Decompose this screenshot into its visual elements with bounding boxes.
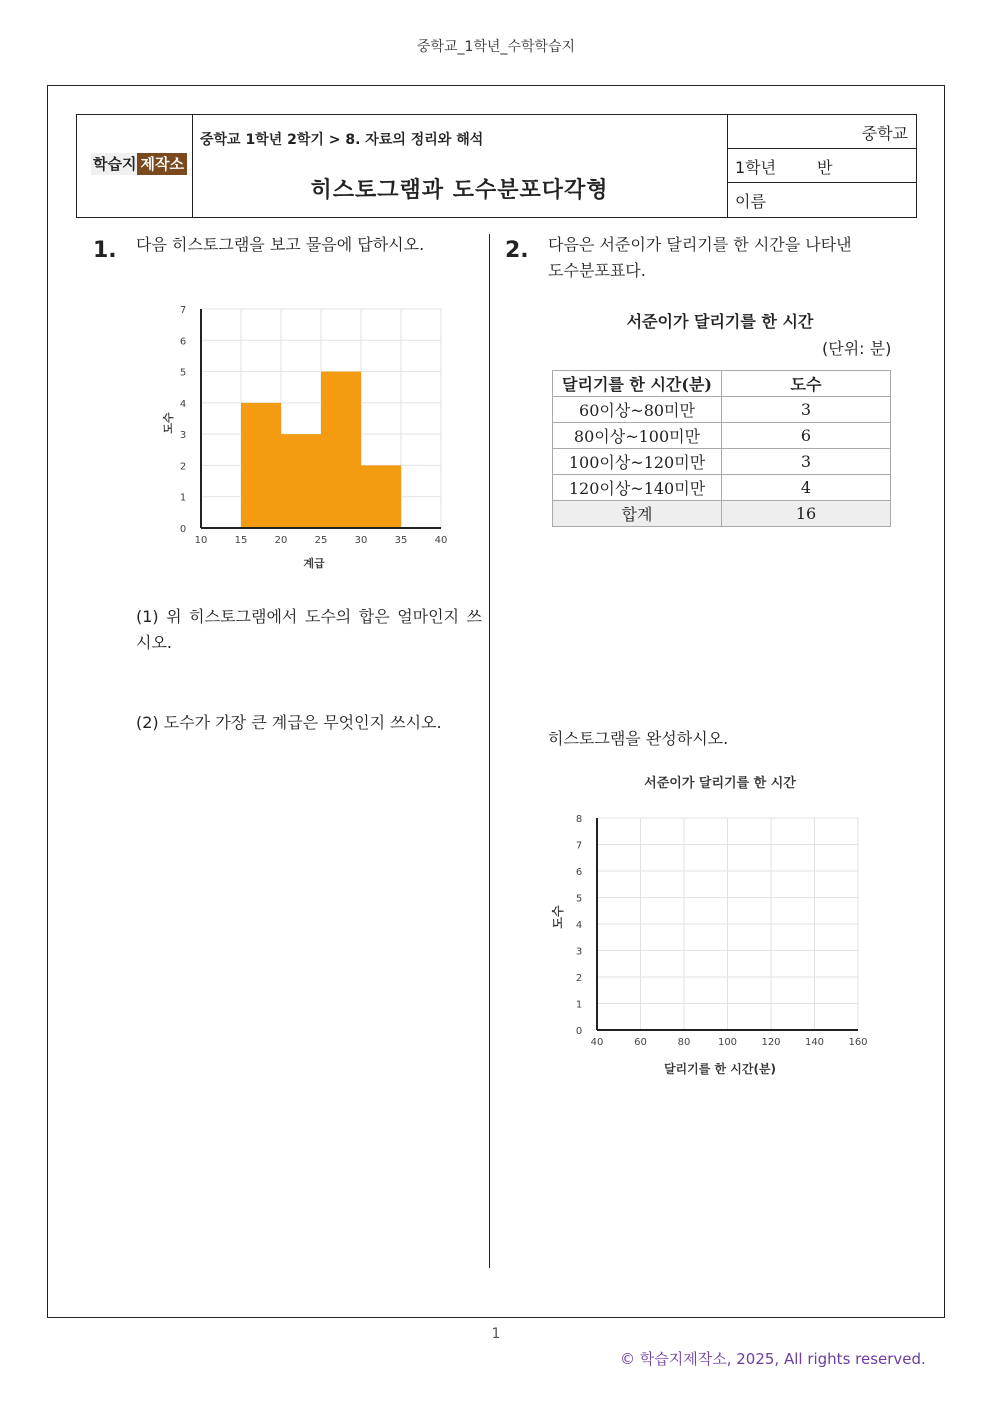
histogram-2: [540, 765, 885, 1085]
y-tick-label: 6: [575, 867, 583, 878]
y-tick-label: 4: [179, 398, 187, 410]
table-header-time: 달리기를 한 시간(분): [553, 371, 722, 397]
q2-prompt-line2: 도수분포표다.: [548, 261, 646, 280]
school-field: 중학교: [727, 115, 916, 149]
y-tick-label: 8: [575, 814, 583, 825]
y-tick-label: 7: [575, 840, 583, 852]
table-row: [553, 397, 891, 423]
q2-instruction: 히스토그램을 완성하시오.: [548, 729, 729, 748]
y-tick-label: 0: [179, 524, 187, 535]
x-tick-label: 25: [314, 535, 328, 546]
logo-text-1: 학습지: [93, 155, 137, 173]
histogram-bar: [241, 403, 281, 528]
x-tick-label: 100: [717, 1037, 738, 1048]
grade-class-field: [727, 149, 916, 183]
x-tick-label: 40: [434, 535, 448, 546]
table-cell-class: 100이상~120미만: [553, 449, 722, 475]
y-tick-label: 5: [575, 893, 583, 905]
x-tick-label: 30: [354, 535, 368, 546]
table-cell-frequency: 3: [722, 449, 891, 475]
frequency-table: [552, 370, 891, 527]
y-tick-label: 6: [179, 336, 187, 348]
histogram-2-y-ticks: [576, 814, 582, 1037]
x-tick-label: 20: [274, 535, 288, 546]
histogram-2-ylabel: 도수: [551, 905, 565, 929]
x-tick-label: 35: [394, 535, 408, 546]
table-cell-class: 120이상~140미만: [553, 475, 722, 501]
table-row: [553, 423, 891, 449]
worksheet-frame: [47, 85, 945, 1318]
y-tick-label: 2: [575, 973, 583, 984]
y-tick-label: 2: [179, 461, 187, 473]
histogram-1-ylabel: 도수: [162, 412, 175, 434]
x-tick-label: 140: [804, 1037, 825, 1048]
y-tick-label: 4: [575, 920, 583, 931]
table-cell-class: 60이상~80미만: [553, 397, 722, 423]
y-tick-label: 1: [179, 492, 187, 504]
copyright: © 학습지제작소, 2025, All rights reserved.: [620, 1350, 926, 1368]
table-header-frequency: 도수: [722, 371, 891, 397]
x-tick-label: 60: [634, 1037, 647, 1048]
histogram-1-bars: [241, 372, 401, 528]
x-tick-label: 15: [234, 535, 248, 546]
name-field: 이름: [735, 192, 766, 211]
table-cell-class: 80이상~100미만: [553, 423, 722, 449]
x-tick-label: 40: [590, 1037, 604, 1048]
page-header: 중학교_1학년_수학학습지: [416, 39, 576, 55]
table-unit: (단위: 분): [822, 339, 892, 358]
logo: [91, 153, 187, 175]
q1-sub1: (1) 위 히스토그램에서 도수의 합은 얼마인지 쓰시오.: [136, 607, 482, 652]
q1-number: 1.: [93, 238, 117, 263]
x-tick-label: 80: [677, 1037, 691, 1048]
histogram-1-y-ticks: [180, 305, 186, 535]
table-title: 서준이가 달리기를 한 시간: [626, 312, 814, 331]
grade-label: 1학년: [735, 158, 777, 177]
table-total-label: 합계: [553, 501, 722, 527]
table-total-value: 16: [722, 501, 891, 527]
y-tick-label: 1: [575, 999, 583, 1011]
histogram-bar: [281, 434, 321, 528]
y-tick-label: 5: [179, 367, 187, 379]
histogram-2-xlabel: 달리기를 한 시간(분): [663, 1062, 777, 1076]
x-tick-label: 120: [761, 1037, 781, 1048]
logo-cell: [77, 115, 193, 217]
y-tick-label: 3: [179, 430, 187, 442]
page-number: 1: [491, 1326, 501, 1342]
x-tick-label: 10: [194, 535, 208, 546]
x-tick-label: 160: [848, 1037, 868, 1048]
q1-sub2: (2) 도수가 가장 큰 계급은 무엇인지 쓰시오.: [136, 713, 442, 732]
y-tick-label: 0: [575, 1026, 583, 1037]
breadcrumb: 중학교 1학년 2학기 > 8. 자료의 정리와 해석: [200, 132, 484, 148]
table-total-row: [553, 501, 891, 527]
histogram-bar: [361, 465, 401, 528]
q2-number: 2.: [505, 238, 529, 263]
histogram-2-grid: [597, 818, 858, 1030]
table-row: [553, 449, 891, 475]
class-label: 반: [817, 158, 833, 177]
title-cell: [192, 115, 728, 217]
logo-text-2: 제작소: [137, 153, 186, 175]
histogram-1-x-ticks: [195, 535, 448, 546]
table-cell-frequency: 6: [722, 423, 891, 449]
y-tick-label: 3: [575, 946, 583, 958]
table-cell-frequency: 4: [722, 475, 891, 501]
page-title: 히스토그램과 도수분포다각형: [310, 178, 609, 203]
student-info: [727, 115, 916, 217]
histogram-bar: [321, 372, 361, 528]
y-tick-label: 7: [179, 305, 187, 316]
column-divider: [489, 234, 490, 1268]
histogram-1: [150, 295, 460, 580]
q1-prompt: 다음 히스토그램을 보고 물음에 답하시오.: [136, 235, 425, 254]
histogram-1-xlabel: 계급: [303, 557, 325, 570]
q2-prompt-line1: 다음은 서준이가 달리기를 한 시간을 나타낸: [548, 235, 852, 254]
histogram-2-title: 서준이가 달리기를 한 시간: [644, 776, 796, 791]
histogram-2-x-ticks: [591, 1037, 868, 1048]
table-row: [553, 475, 891, 501]
worksheet-header: [76, 114, 917, 218]
table-cell-frequency: 3: [722, 397, 891, 423]
